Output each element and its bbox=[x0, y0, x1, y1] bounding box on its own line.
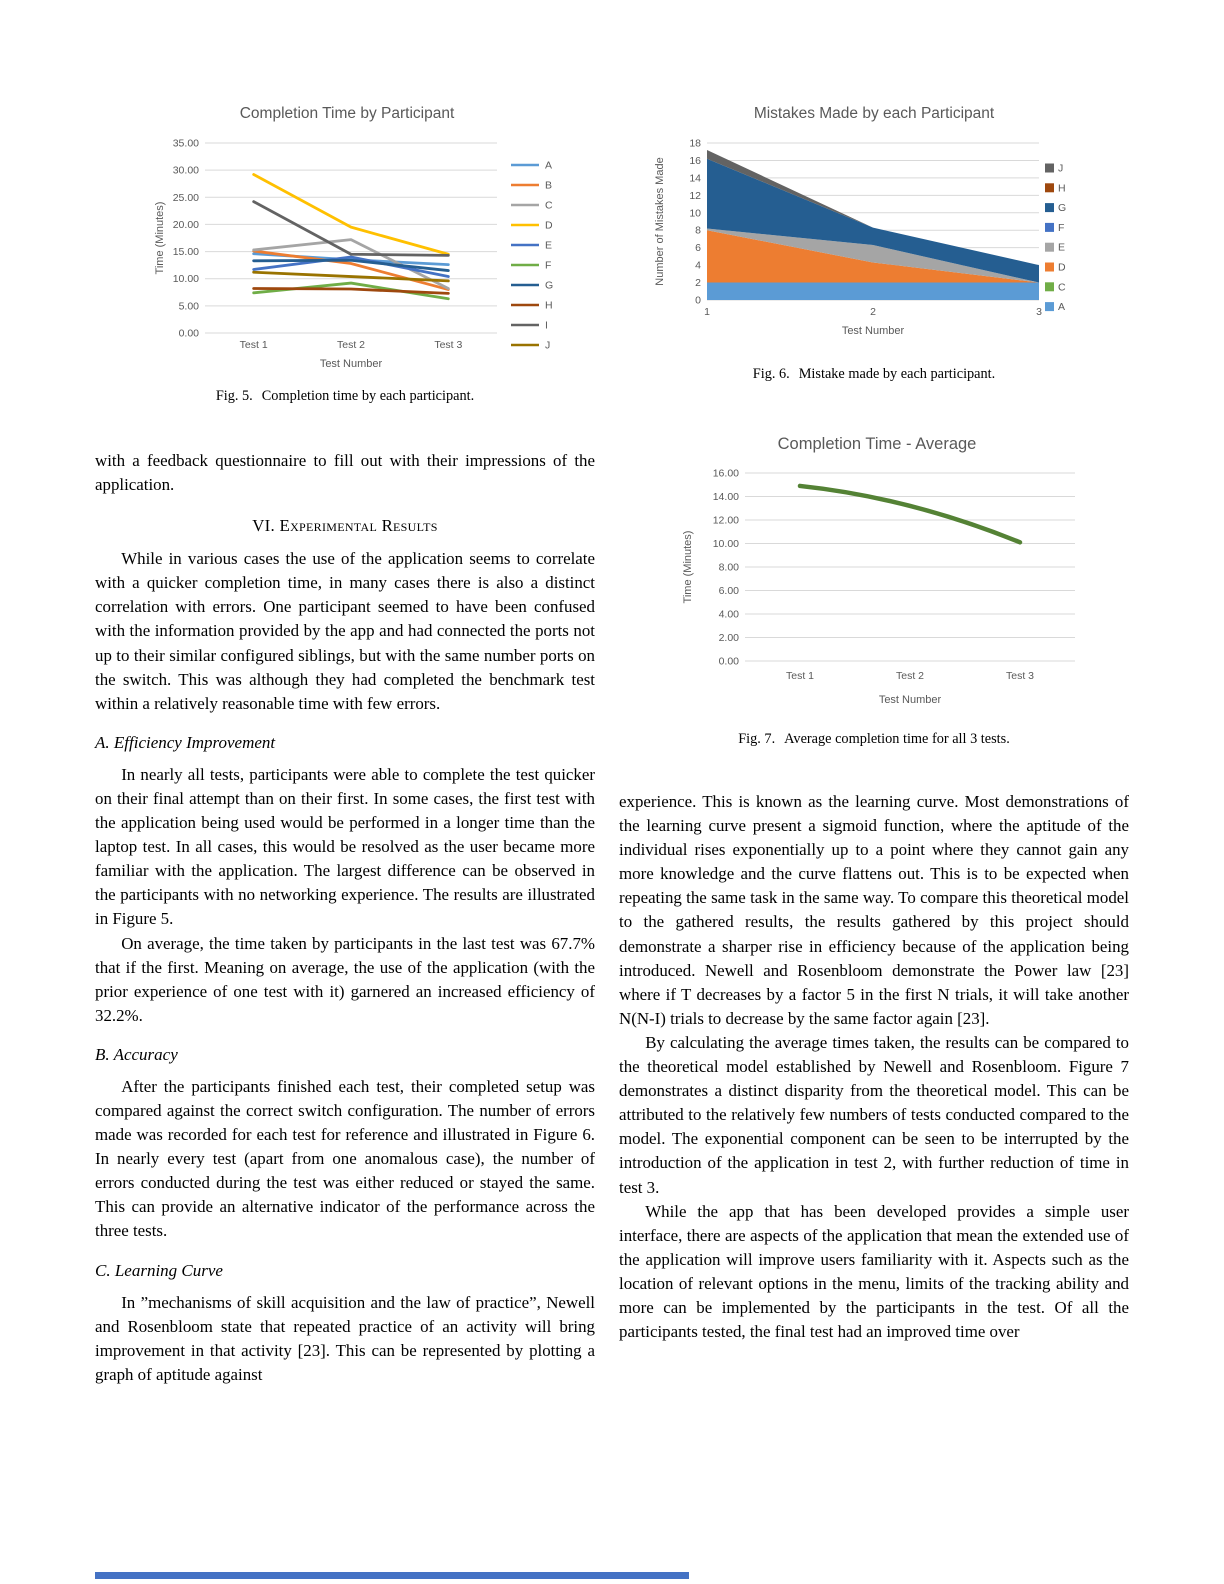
figure-7-caption bbox=[619, 731, 1129, 748]
svg-text:10.00: 10.00 bbox=[712, 538, 739, 550]
svg-text:G: G bbox=[545, 279, 554, 292]
subsection-learning-curve: C. Learning Curve bbox=[95, 1260, 223, 1280]
svg-text:15.00: 15.00 bbox=[172, 246, 199, 259]
figure-6-caption bbox=[619, 366, 1129, 383]
svg-text:Time (Minutes): Time (Minutes) bbox=[682, 530, 694, 604]
svg-text:3: 3 bbox=[1036, 306, 1042, 318]
svg-text:10: 10 bbox=[689, 207, 701, 220]
left-column bbox=[95, 100, 595, 1387]
svg-text:A: A bbox=[1058, 301, 1066, 314]
svg-text:14.00: 14.00 bbox=[712, 491, 739, 503]
svg-text:6.00: 6.00 bbox=[718, 585, 739, 597]
svg-text:Test 1: Test 1 bbox=[239, 339, 268, 351]
svg-text:10.00: 10.00 bbox=[172, 273, 199, 286]
svg-text:B: B bbox=[545, 179, 553, 192]
svg-text:16.00: 16.00 bbox=[712, 467, 739, 480]
figure-5 bbox=[95, 100, 595, 405]
svg-text:J: J bbox=[1058, 162, 1064, 175]
svg-text:0.00: 0.00 bbox=[178, 327, 199, 340]
svg-text:Completion Time by Participant: Completion Time by Participant bbox=[239, 105, 455, 122]
right-column bbox=[619, 100, 1129, 1387]
figure-6-caption-label: Fig. 6. bbox=[752, 366, 790, 382]
svg-text:F: F bbox=[1058, 221, 1065, 234]
figure-7-caption-text: Average completion time for all 3 tests. bbox=[784, 731, 1010, 747]
svg-text:1: 1 bbox=[704, 306, 710, 318]
paragraph-r1: By calculating the average times taken, the results can be compared to the theoretical model established by Newell and Rosenbloom. Figure 7 demonstrates a distinct disparity from the theoretical model. This can be attributed to the relatively few numbers of tests conducted compared to the model. The exponential component can be seen to be interrupted by the introduction of the application in test 2, with further reduction of time in test 3. bbox=[619, 1032, 1129, 1197]
figure-7 bbox=[619, 423, 1129, 748]
svg-text:D: D bbox=[1058, 261, 1066, 274]
svg-text:Test 2: Test 2 bbox=[336, 339, 366, 351]
paragraph-continuation: with a feedback questionnaire to fill out with their impressions of the application. bbox=[95, 451, 595, 495]
svg-text:16: 16 bbox=[689, 154, 701, 167]
figure-5-caption-label: Fig. 5. bbox=[215, 388, 253, 404]
svg-text:8: 8 bbox=[695, 224, 701, 237]
paragraph-c1: In ”mechanisms of skill acquisition and the law of practice”, Newell and Rosenbloom state that repeated practice of an activity will bring improvement in that activity [23]. This can be represented by plotting a graph of aptitude against bbox=[95, 1292, 595, 1384]
paragraph-b1: After the participants finished each test, their completed setup was compared against the correct switch configuration. The number of errors made was recorded for each test for reference and illustrated in Figure 6. In nearly every test (apart from one anomalous case), the number of errors conducted during the test was either reduced or stayed the same. This can provide an alternative indicator of the performance across the three tests. bbox=[95, 1076, 595, 1241]
figure-6 bbox=[619, 100, 1129, 383]
svg-text:4: 4 bbox=[695, 259, 701, 272]
figure-7-caption-label: Fig. 7. bbox=[738, 731, 776, 747]
svg-text:E: E bbox=[545, 239, 553, 252]
figure-6-caption-text: Mistake made by each participant. bbox=[798, 366, 996, 382]
svg-text:C: C bbox=[545, 199, 553, 212]
svg-text:C: C bbox=[1058, 281, 1066, 294]
svg-text:F: F bbox=[545, 259, 552, 272]
svg-text:12: 12 bbox=[689, 189, 701, 202]
svg-text:D: D bbox=[545, 219, 553, 232]
svg-text:Time (Minutes): Time (Minutes) bbox=[154, 201, 166, 275]
svg-text:Test 3: Test 3 bbox=[1005, 670, 1035, 682]
svg-text:30.00: 30.00 bbox=[172, 164, 199, 177]
svg-text:Number of Mistakes Made: Number of Mistakes Made bbox=[654, 157, 666, 286]
svg-text:8.00: 8.00 bbox=[718, 561, 739, 574]
svg-text:E: E bbox=[1058, 241, 1066, 254]
svg-text:Test 1: Test 1 bbox=[785, 670, 815, 682]
mistakes-made-chart bbox=[649, 100, 1099, 352]
left-column-text bbox=[95, 449, 595, 1387]
bottom-blue-bar bbox=[95, 1572, 689, 1579]
svg-text:H: H bbox=[1058, 182, 1066, 195]
svg-text:0.00: 0.00 bbox=[718, 655, 739, 668]
svg-text:Mistakes Made by each Particip: Mistakes Made by each Participant bbox=[753, 105, 995, 122]
svg-text:H: H bbox=[545, 299, 553, 312]
section-heading-experimental-results: VI. Experimental Results bbox=[252, 516, 438, 536]
paragraph-a2: On average, the time taken by participants in the last test was 67.7% that if the first. Meaning on average, the use of the application (with the prior experience of one test with it) garnered an increased efficiency of 32.2%. bbox=[95, 933, 595, 1025]
completion-time-by-participant-chart bbox=[95, 100, 615, 374]
svg-text:4.00: 4.00 bbox=[718, 608, 739, 621]
svg-text:5.00: 5.00 bbox=[178, 300, 199, 313]
svg-text:6: 6 bbox=[695, 242, 701, 255]
svg-text:Completion Time - Average: Completion Time - Average bbox=[777, 435, 977, 453]
completion-time-average-chart bbox=[645, 423, 1105, 717]
svg-text:20.00: 20.00 bbox=[172, 218, 199, 231]
svg-text:2: 2 bbox=[870, 306, 876, 318]
paragraph-continuation-right: experience. This is known as the learning curve. Most demonstrations of the learning curve present a sigmoid function, where the aptitude of the individual rises exponentially up to a point where they cannot gain any more knowledge and the curve flattens out. This is to be expected when repeating the same task in the same way. To compare this theoretical model to the gathered results, the results gathered by this project should demonstrate a sharper rise in efficiency because of the application being introduced. Newell and Rosenbloom demonstrate the Power law [23] where if T decreases by a factor 5 in the first N trials, it will take another N(N-I) trials to decrease by the same factor again [23]. bbox=[619, 792, 1129, 1028]
svg-text:14: 14 bbox=[689, 172, 701, 185]
paragraph-r2: While the app that has been developed provides a simple user interface, there are aspects of the application that mean the extended use of the application will improve users familiarity with it. Aspects such as the location of relevant options in the menu, limits of the tracking ability and more can be implemented by the participants in the test. Of all the participants tested, the final test had an improved time over bbox=[619, 1201, 1129, 1342]
paragraph-a1: In nearly all tests, participants were able to complete the test quicker on their final attempt than on their first. In some cases, the first test with the application being used would be performed in a longer time than the laptop test. In all cases, this would be resolved as the user became more familiar with the application. The largest difference can be observed in the participants with no networking experience. The results are illustrated in Figure 5. bbox=[95, 764, 595, 929]
svg-text:2.00: 2.00 bbox=[718, 632, 739, 644]
svg-text:Test Number: Test Number bbox=[878, 694, 942, 706]
svg-text:Test 3: Test 3 bbox=[434, 339, 463, 351]
right-column-text bbox=[619, 790, 1129, 1344]
svg-text:25.00: 25.00 bbox=[172, 191, 199, 204]
svg-text:A: A bbox=[545, 159, 553, 172]
subsection-efficiency-improvement: A. Efficiency Improvement bbox=[95, 732, 276, 752]
svg-text:J: J bbox=[545, 339, 551, 352]
svg-text:Test Number: Test Number bbox=[319, 358, 383, 370]
svg-text:12.00: 12.00 bbox=[712, 514, 739, 527]
svg-text:Test 2: Test 2 bbox=[895, 670, 925, 682]
subsection-accuracy: B. Accuracy bbox=[95, 1044, 178, 1064]
svg-text:35.00: 35.00 bbox=[172, 137, 199, 150]
svg-text:Test Number: Test Number bbox=[841, 325, 905, 337]
svg-text:0: 0 bbox=[695, 294, 701, 307]
paragraph-intro: While in various cases the use of the application seems to correlate with a quicker completion time, in many cases there is also a distinct correlation with errors. One participant seemed to have been confused with the information provided by the app and had connected the ports not up to their similar configured siblings, but with the same number ports on the switch. This was although they had completed the benchmark test within a relatively reasonable time with few errors. bbox=[95, 549, 595, 713]
figure-5-caption bbox=[95, 388, 595, 405]
figure-5-caption-text: Completion time by each participant. bbox=[261, 388, 475, 404]
svg-text:2: 2 bbox=[695, 277, 701, 290]
svg-text:I: I bbox=[545, 319, 548, 332]
svg-text:18: 18 bbox=[689, 137, 701, 150]
svg-text:G: G bbox=[1058, 202, 1067, 215]
